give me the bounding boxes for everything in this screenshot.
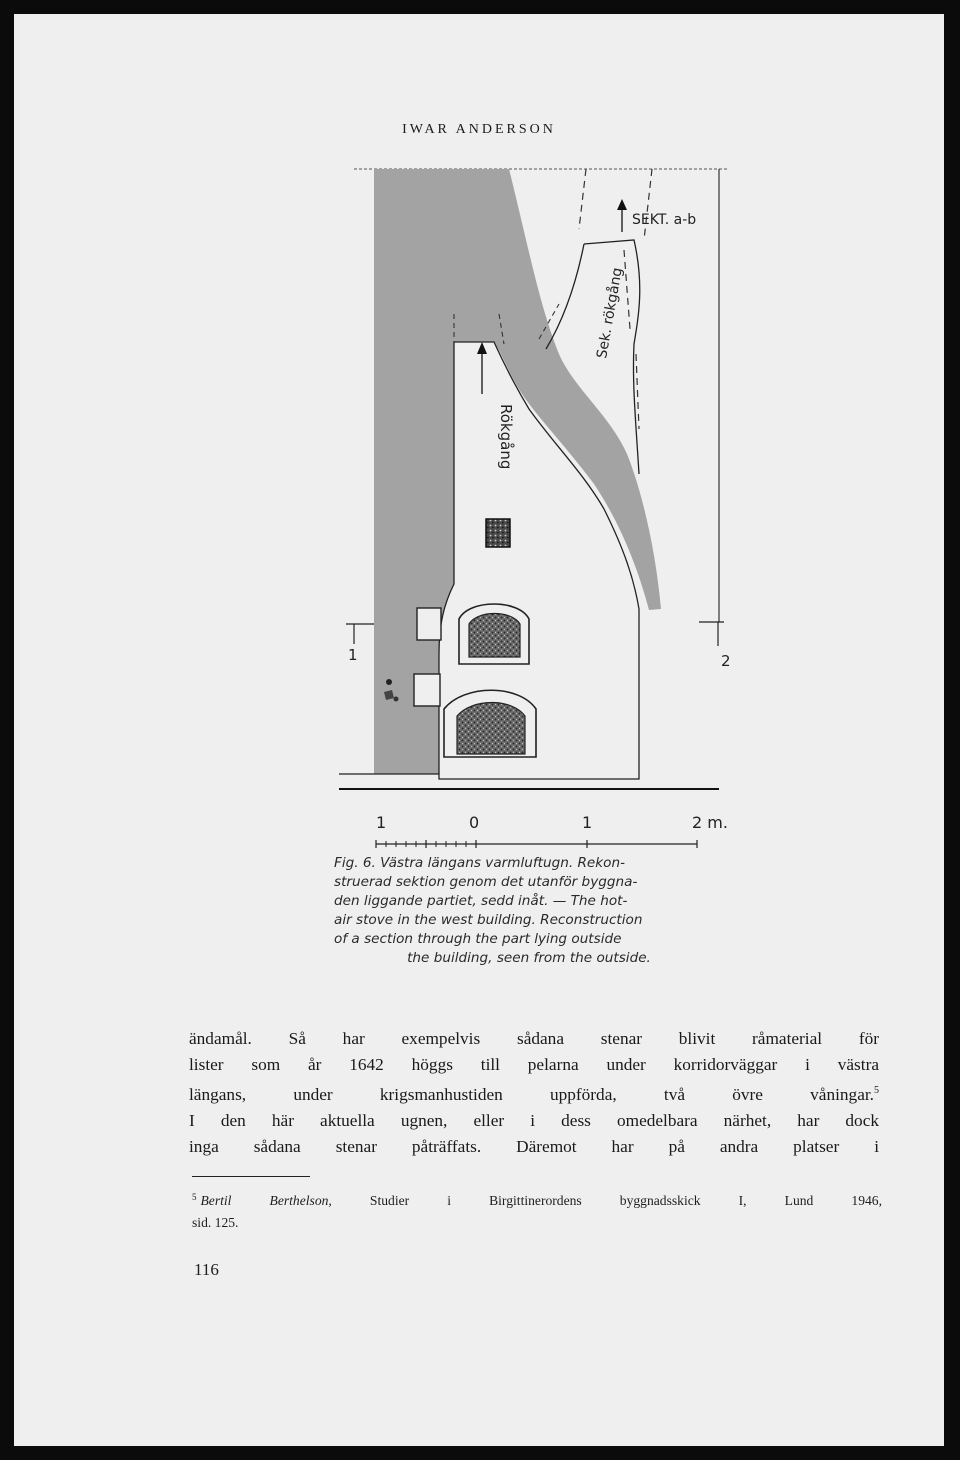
label-sek-rokgang: Sek. rökgång [594,266,626,360]
scale-tick-label: 0 [469,813,480,832]
scale-bar [376,813,728,848]
body-line-text: längans, under krigsmanhustiden uppförda, två övre våningar. [189,1085,874,1104]
footnote-reference[interactable]: 5 [874,1085,879,1096]
lower-ledge [414,674,440,706]
body-line: inga sådana stenar påträffats. Däremot har på andra platser i [189,1137,879,1156]
section-line-b2 [636,354,639,429]
body-line [189,1078,879,1108]
label-sekt: SEKT. a-b [632,212,697,228]
scale-tick-label: 2 m. [692,813,728,832]
body-line: I den här aktuella ugnen, eller i dess omedelbara närhet, har dock [189,1111,879,1130]
lower-oven-opening [457,703,525,755]
section-line-right [644,169,652,240]
upper-oven-opening [469,614,520,658]
caption-line: Fig. 6. Västra längans varmluftugn. Rekon- [334,855,626,871]
footnote-rule [192,1176,310,1177]
figure-stove-section [314,154,744,854]
vent-opening [486,519,510,547]
footnote-line: sid. 125. [192,1215,239,1230]
fragment-dot [386,679,392,685]
section-drawing [314,154,744,854]
secondary-flue-edge-left [546,244,584,349]
upper-ledge [417,608,441,640]
caption-line: the building, seen from the outside. [407,950,651,966]
footnote-number: 5 [192,1192,197,1202]
footnote-title: Studier i Birgittinerordens byggnadsskick I, Lund 1946, [369,1193,882,1208]
fragment-dot [394,697,399,702]
marker-1-label: 1 [348,646,358,664]
caption-line: struerad sektion genom det utanför byggna- [334,874,638,890]
section-line-left [579,169,586,229]
footnote-author: Bertil Berthelson, [200,1193,332,1208]
scale-tick-label: 1 [376,813,387,832]
caption-line: of a section through the part lying outside [334,931,622,947]
label-rokgang: Rökgång [497,404,515,470]
marker-2-label: 2 [721,652,731,670]
footnote [192,1186,882,1234]
body-line: ändamål. Så har exempelvis sådana stenar blivit råmaterial för [189,1029,879,1048]
body-line: lister som år 1642 höggs till pelarna under korridorväggar i västra [189,1055,879,1074]
caption-line: air stove in the west building. Reconstruction [334,912,643,928]
body-paragraph [189,1026,879,1160]
figure-caption [334,854,724,968]
section-line-b [624,250,630,329]
arrowhead-sekt [617,199,627,210]
running-head: IWAR ANDERSON [402,122,556,137]
scale-tick-label: 1 [582,813,593,832]
footnote-line [192,1186,882,1212]
page [14,14,944,1446]
page-number: 116 [194,1260,219,1279]
caption-line: den liggande partiet, sedd inåt. — The hot- [334,893,628,909]
